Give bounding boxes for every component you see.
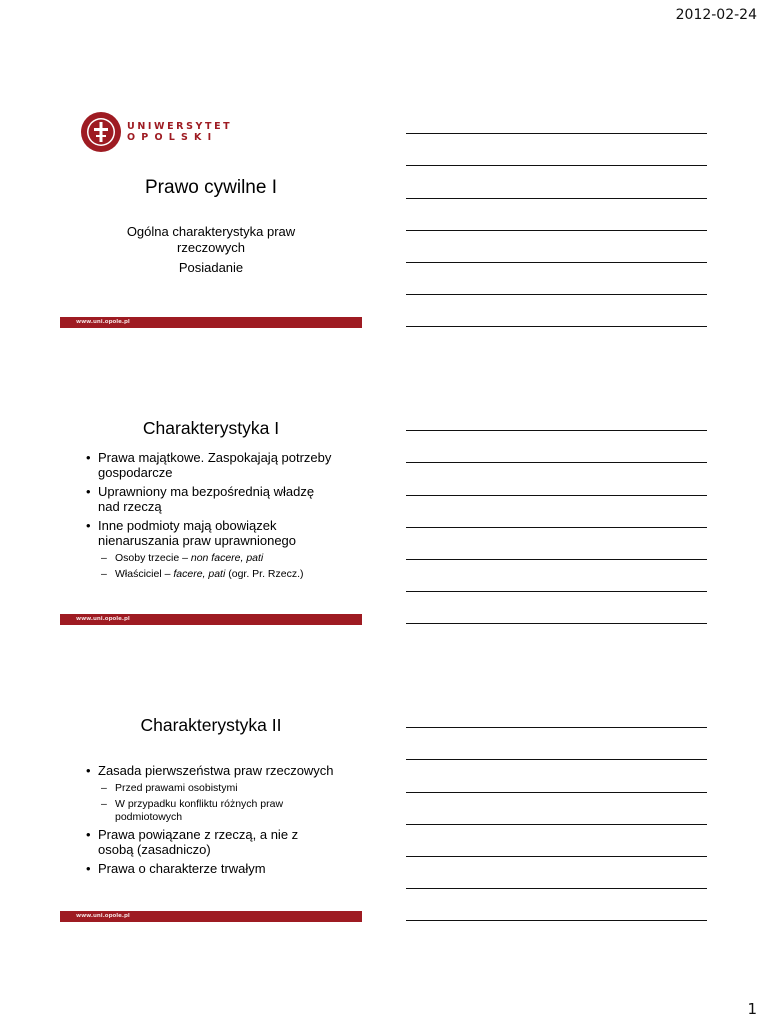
sub-bullet-tail: (ogr. Pr. Rzecz.) [225,568,304,580]
bullet-item: • Zasada pierwszeństwa praw rzeczowych [84,763,334,778]
note-line [406,888,707,889]
bullet-item: • Prawa o charakterze trwałym [84,861,334,876]
note-line [406,824,707,825]
slide-footer-bar: www.uni.opole.pl [60,911,362,922]
university-seal-icon [80,111,122,153]
note-line [406,165,707,166]
note-line [406,792,707,793]
note-line [406,856,707,857]
sub-bullet-text: Właściciel – [115,568,174,580]
bullet-item: • Inne podmioty mają obowiązek nienaruszania praw uprawnionego [84,518,334,548]
sub-bullet-text: Przed prawami osobistymi [115,782,238,794]
note-line [406,727,707,728]
slide-subtitle-2: Posiadanie [178,260,244,275]
sub-bullet-item [98,782,334,795]
dash-marker: – [101,798,107,810]
note-line [406,198,707,199]
bullet-item: • Prawa powiązane z rzeczą, a nie z osobą (zasadniczo) [84,827,334,857]
slide-subtitle: Ogólna charakterystyka praw rzeczowych [126,224,296,255]
note-line [406,495,707,496]
slide-title: Charakterystyka I [142,418,280,438]
note-line [406,920,707,921]
university-logo [80,111,240,155]
dash-marker: – [101,568,107,580]
bullet-item: • Prawa majątkowe. Zaspokajają potrzeby gospodarcze [84,450,334,480]
note-line [406,462,707,463]
note-line [406,430,707,431]
sub-bullet-text: W przypadku konfliktu różnych praw podmiotowych [115,798,284,823]
note-line [406,133,707,134]
logo-line-2: OPOLSKI [127,132,218,143]
note-line [406,527,707,528]
dash-marker: – [101,552,107,564]
slide-title: Prawo cywilne I [145,177,277,198]
note-line [406,623,707,624]
note-line [406,262,707,263]
sub-bullet-italic: non facere, pati [190,552,264,564]
slide-1 [60,101,362,328]
note-line [406,294,707,295]
note-line [406,559,707,560]
bullet-list [84,763,334,880]
sub-bullet-item [98,568,334,581]
sub-bullet-italic: facere, pati [173,568,226,580]
note-line [406,326,707,327]
slide-footer-bar: www.uni.opole.pl [60,614,362,625]
sub-bullet-text: Osoby trzecie – [115,552,191,564]
bullet-list [84,450,334,584]
page-number: 1 [747,1000,757,1018]
slide-footer-bar: www.uni.opole.pl [60,317,362,328]
note-line [406,759,707,760]
header-date: 2012-02-24 [675,7,757,23]
slide-3 [60,695,362,922]
dash-marker: – [101,782,107,794]
logo-line-1: UNIWERSYTET [127,121,233,132]
slide-title: Charakterystyka II [140,715,282,735]
sub-bullet-item [98,798,334,824]
slide-2 [60,398,362,625]
logo-text [127,121,232,143]
sub-bullet-item [98,552,334,565]
bullet-item: • Uprawniony ma bezpośrednią władzę nad rzeczą [84,484,334,514]
note-line [406,230,707,231]
note-line [406,591,707,592]
